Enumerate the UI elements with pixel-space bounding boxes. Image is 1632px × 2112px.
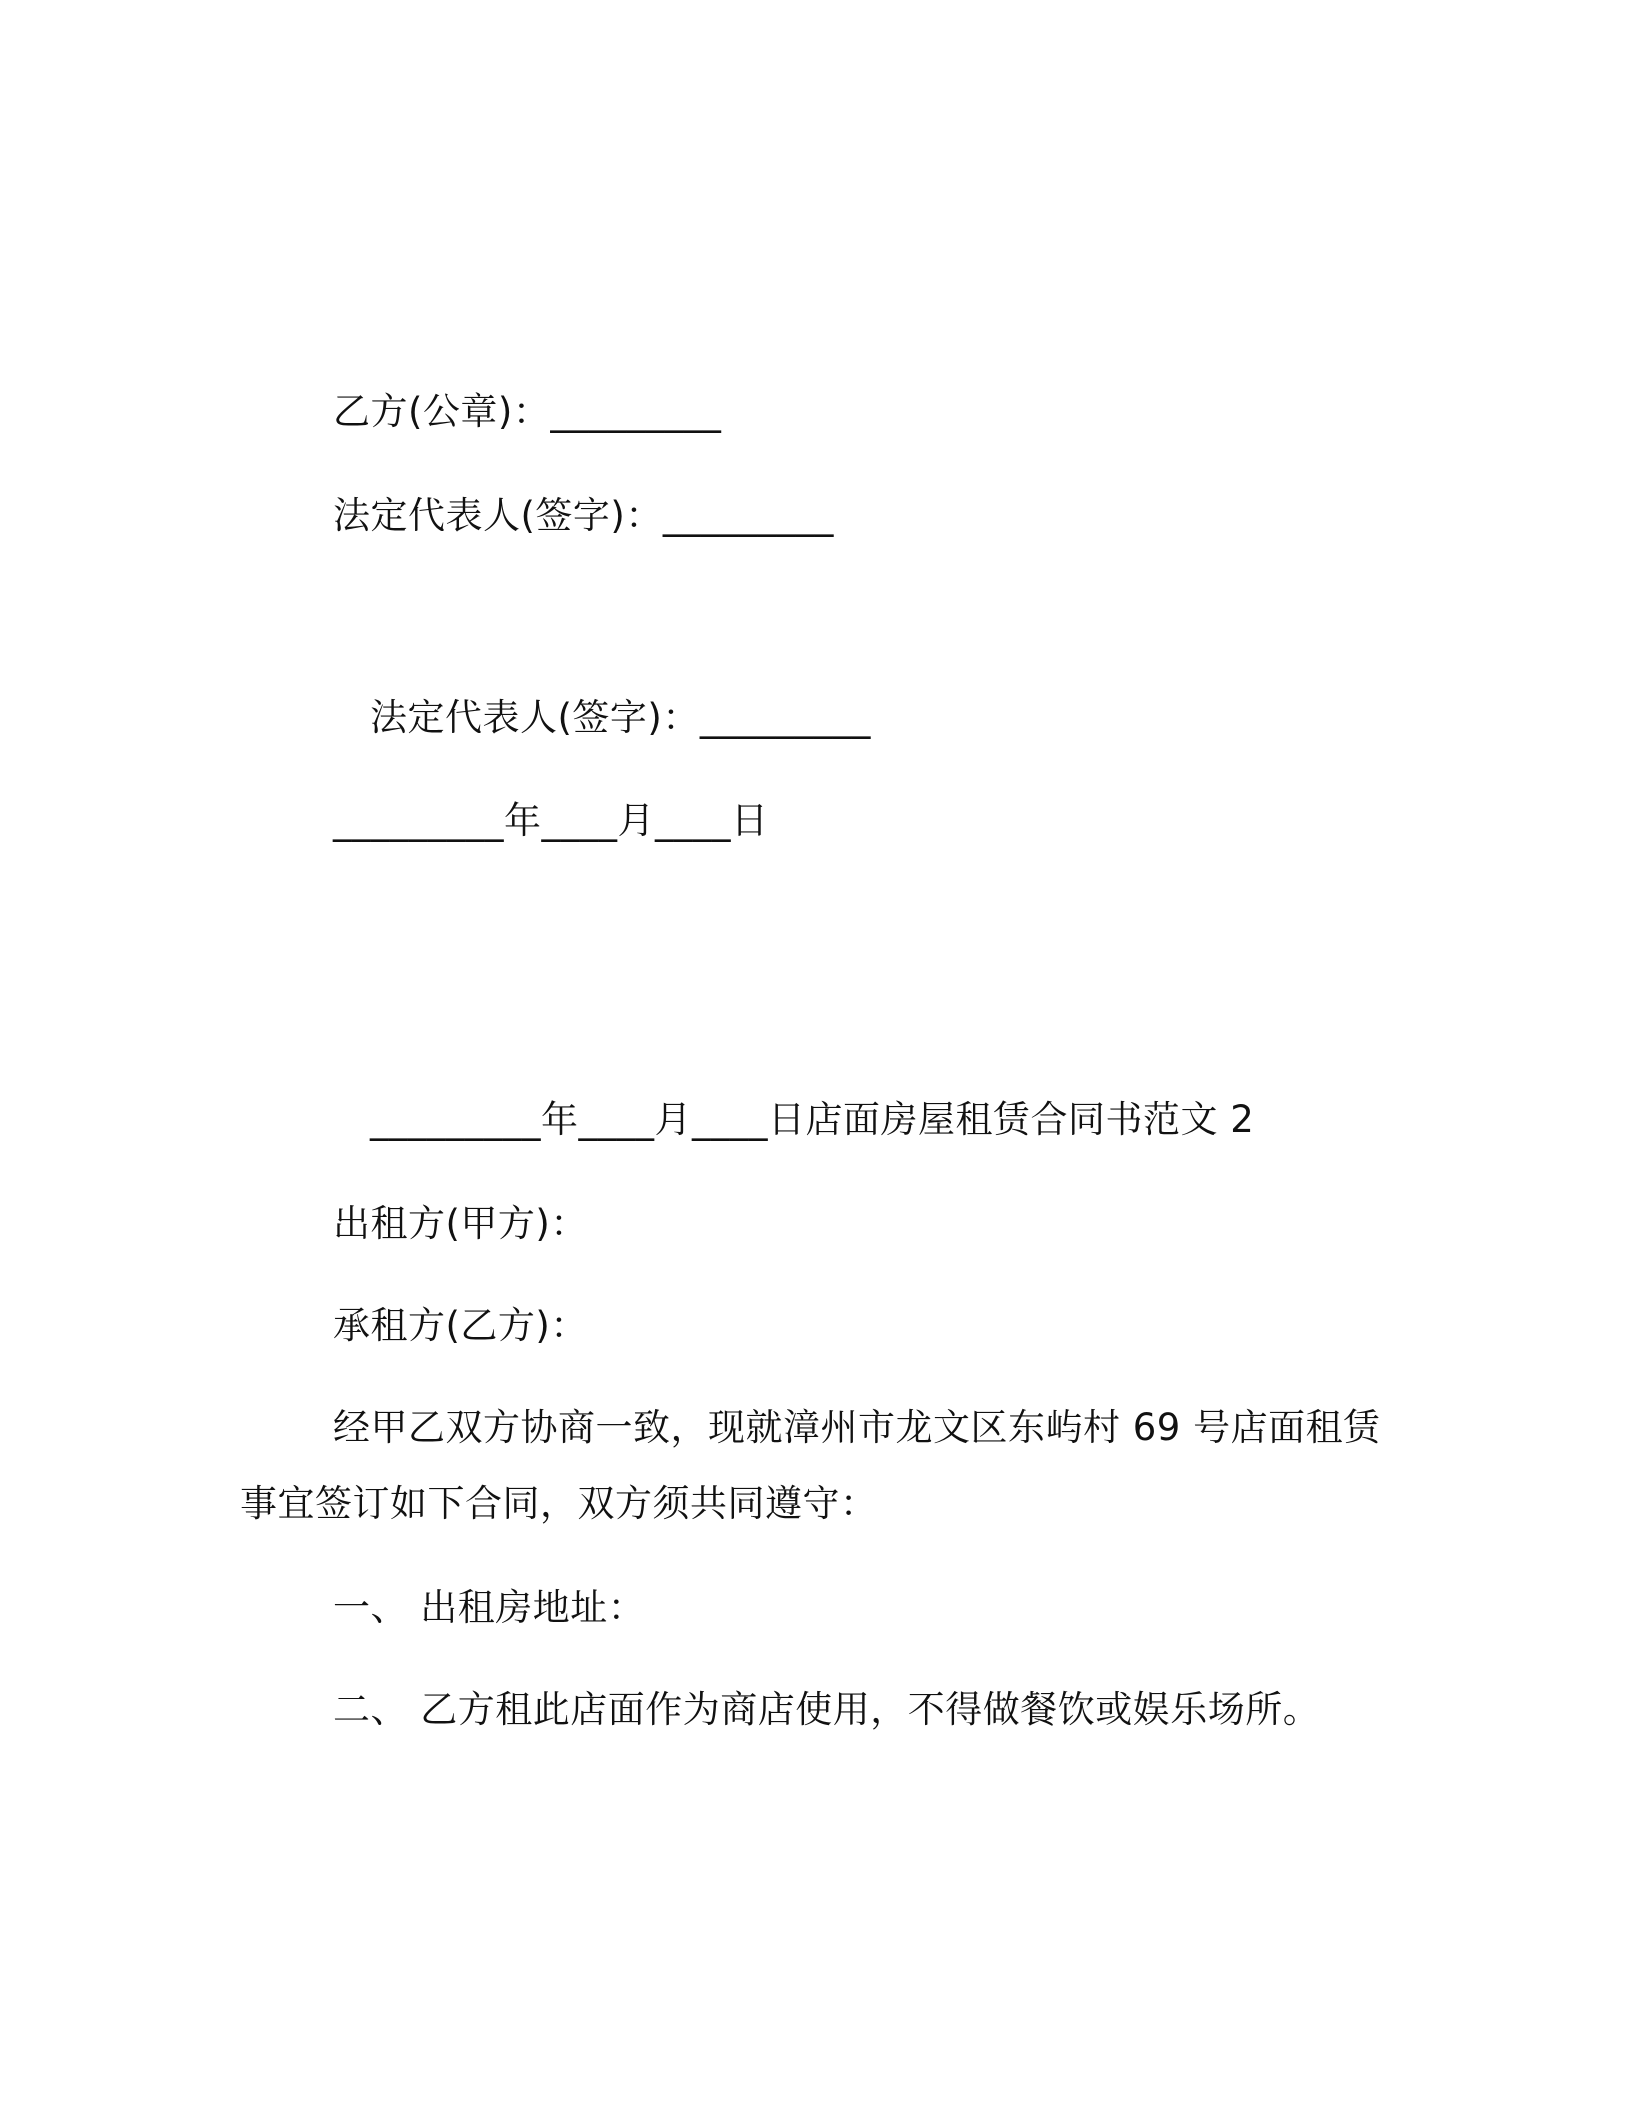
clause-2: 二、 乙方租此店面作为商店使用，不得做餐饮或娱乐场所。 <box>333 1688 1321 1731</box>
party-b-seal-line: 乙方(公章)：_________ <box>333 390 722 433</box>
preamble-line-1: 经甲乙双方协商一致，现就漳州市龙文区东屿村 69 号店面租赁 <box>333 1406 1381 1449</box>
lessee-line: 承租方(乙方)： <box>333 1304 588 1347</box>
date-line: _________年____月____日 <box>333 799 769 842</box>
lessor-line: 出租方(甲方)： <box>333 1202 588 1245</box>
preamble-line-2: 事宜签订如下合同，双方须共同遵守： <box>240 1482 878 1525</box>
contract-title: _________年____月____日店面房屋租赁合同书范文 2 <box>370 1098 1255 1141</box>
legal-rep-signature-line-2: 法定代表人(签字)：_________ <box>370 696 871 739</box>
clause-1: 一、 出租房地址： <box>333 1586 646 1629</box>
legal-rep-signature-line: 法定代表人(签字)：_________ <box>333 494 834 537</box>
